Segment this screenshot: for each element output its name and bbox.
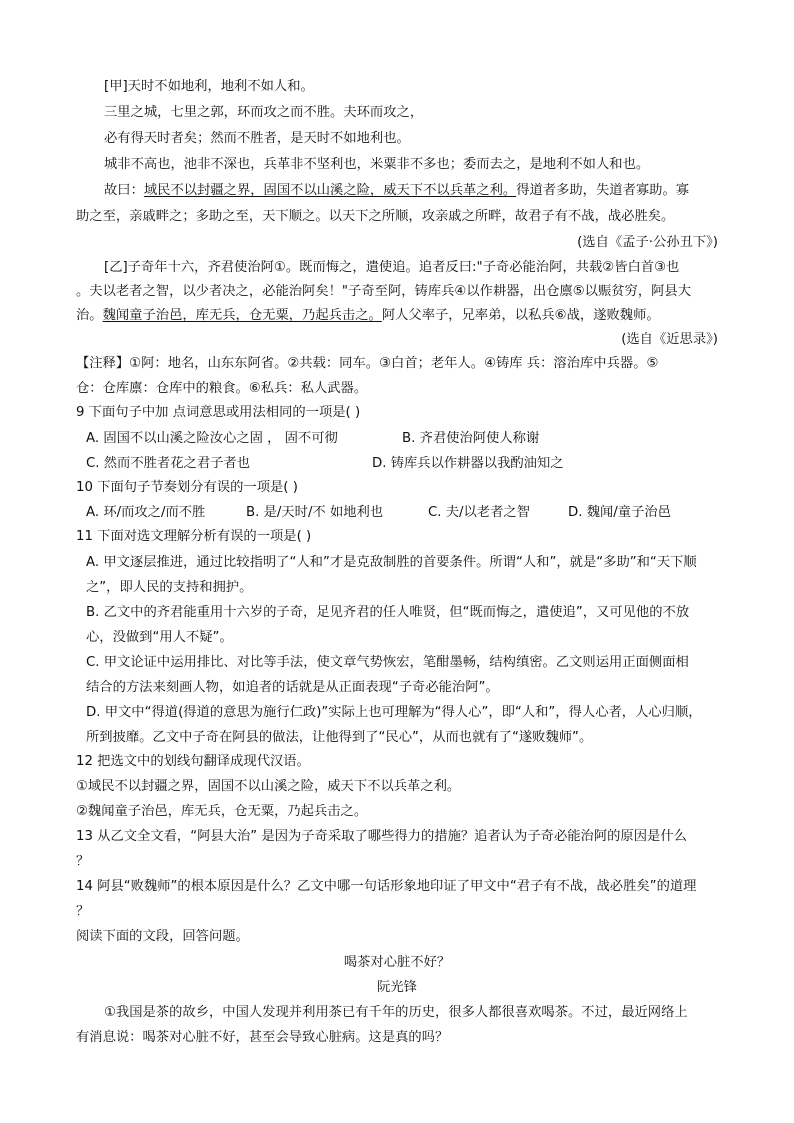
q9-option-b: B. 齐君使治阿使人称谢 [402,431,540,446]
passage-a-line-3: 必有得天时者矣；然而不胜者，是天时不如地利也。 [104,131,410,146]
notes-line-2: 仓：仓库廪：仓库中的粮食。⑥私兵：私人武器。 [76,381,368,396]
q10-option-a: A. 环/而攻之/而不胜 [86,505,206,520]
q11-option-d-line-2: 所到披靡。乙文中子奇在阿县的做法，让他得到了“民心”，从而也就有了“遂败魏师”。 [86,730,593,745]
reading-intro: 阅读下面的文段，回答问题。 [76,929,249,944]
q11-option-c-line-1: C. 甲文论证中运用排比、对比等手法，使文章气势恢宏，笔酣墨畅，结构缜密。乙文则运用正面侧面相 [86,655,689,670]
passage-b-line-3-suffix: 阿人父率子，兄率弟，以私兵⑥战，遂败魏师。 [381,308,660,323]
q10-option-c: C. 夫/以老者之智 [428,505,530,520]
reading-paragraph-1-line-1: ①我国是茶的故乡，中国人发现并利用茶已有千年的历史，很多人都很喜欢喝茶。不过，最近网络上 [104,1005,688,1020]
passage-a-line-4: 城非不高也，池非不深也，兵革非不坚利也，米粟非不多也；委而去之，是地利不如人和也。 [104,157,650,172]
q9-stem: 9 下面句子中加 点词意思或用法相同的一项是( ) [76,405,361,420]
passage-a-line-5-prefix: 故曰： [104,183,144,198]
underlined-sentence-2: 魏闻童子治邑，库无兵，仓无粟，乃起兵击之。 [102,308,382,323]
q11-option-c-line-2: 结合的方法来刻画人物，如追者的话就是从正面表现“子奇必能治阿”。 [86,680,499,695]
underlined-sentence-1: 域民不以封疆之界，固国不以山溪之险，威天下不以兵革之利。 [143,183,517,198]
q14-line-2: ？ [76,904,90,919]
q11-stem: 11 下面对选文理解分析有误的一项是( ) [76,529,312,544]
q10-stem: 10 下面句子节奏划分有误的一项是( ) [76,480,298,495]
q9-option-c: C. 然而不胜者花之君子者也 [86,456,251,471]
q11-option-b-line-1: B. 乙文中的齐君能重用十六岁的子奇，足见齐君的任人唯贤，但“既而悔之，遣使追”，又可见他的不放 [86,605,690,620]
q9-option-d: D. 铸库兵以作耕器以我酌油知之 [372,456,564,471]
passage-b-line-3 [76,307,660,325]
q11-option-d-line-1: D. 甲文中“得道(得道的意思为施行仁政)”实际上也可理解为“得人心”，即“人和”，得人心者，人心归顺， [86,705,702,720]
reading-author: 阮光锋 [377,980,417,995]
q12-sentence-1: ①域民不以封疆之界，固国不以山溪之险，威天下不以兵革之利。 [76,779,461,794]
passage-a-line-1: [甲]天时不如地利，地利不如人和。 [104,79,314,94]
passage-b-line-2: 。夫以老者之智，以少者决之，必能治阿矣！"子奇至阿，铸库兵④以作耕器，出仓廪⑤以赈贫穷，阿县大 [76,284,692,299]
passage-b-line-1: [乙]子奇年十六，齐君使治阿①。既而悔之，遣使追。追者反曰:"子奇必能治阿，共载②皆白首③也 [104,260,680,275]
q11-option-a-line-2: 之”，即人民的支持和拥护。 [86,580,253,595]
q10-option-b: B. 是/天时/不 如地利也 [246,505,384,520]
passage-a-line-5 [104,182,689,200]
q13-line-1: 13 从乙文全文看，“阿县大治” 是因为子奇采取了哪些得力的措施？追者认为子奇必能治阿的原因是什么 [76,829,687,844]
q9-option-a: A. 固国不以山溪之险汝心之固 ， 固不可彻 [86,431,338,446]
passage-a-line-5-suffix: 得道者多助，失道者寡助。寡 [516,183,690,198]
passage-a-source: (选自《孟子·公孙丑下》) [577,235,718,250]
passage-a-line-6: 助之至，亲戚畔之；多助之至，天下顺之。以天下之所顺，攻亲戚之所畔，故君子有不战，战必胜矣。 [76,209,675,224]
q11-option-b-line-2: 心，没做到“用人不疑”。 [86,630,233,645]
q10-option-d: D. 魏闻/童子治邑 [568,505,671,520]
q14-line-1: 14 阿县“败魏师”的根本原因是什么？乙文中哪一句话形象地印证了甲文中“君子有不战，战必胜矣”的道理 [76,879,697,894]
q13-line-2: ？ [76,854,90,869]
reading-title: 喝茶对心脏不好？ [343,955,451,970]
q11-option-a-line-1: A. 甲文逐层推进，通过比较指明了“人和”才是克敌制胜的首要条件。所谓“人和”，就是“多助”和“天下顺 [86,555,697,570]
q12-stem: 12 把选文中的划线句翻译成现代汉语。 [76,754,310,769]
notes-line-1: 【注释】①阿：地名，山东东阿省。②共载：同车。③白首；老年人。④铸库 兵：溶治库中兵器。⑤ [76,356,659,371]
reading-paragraph-1-line-2: 有消息说：喝茶对心脏不好，甚至会导致心脏病。这是真的吗？ [76,1030,449,1045]
passage-b-line-3-prefix: 治。 [76,308,103,323]
passage-b-source: (选自《近思录》) [621,332,718,347]
q12-sentence-2: ②魏闻童子治邑，库无兵，仓无粟，乃起兵击之。 [76,804,368,819]
passage-a-line-2: 三里之城，七里之郭，环而攻之而不胜。夫环而攻之， [104,105,424,120]
